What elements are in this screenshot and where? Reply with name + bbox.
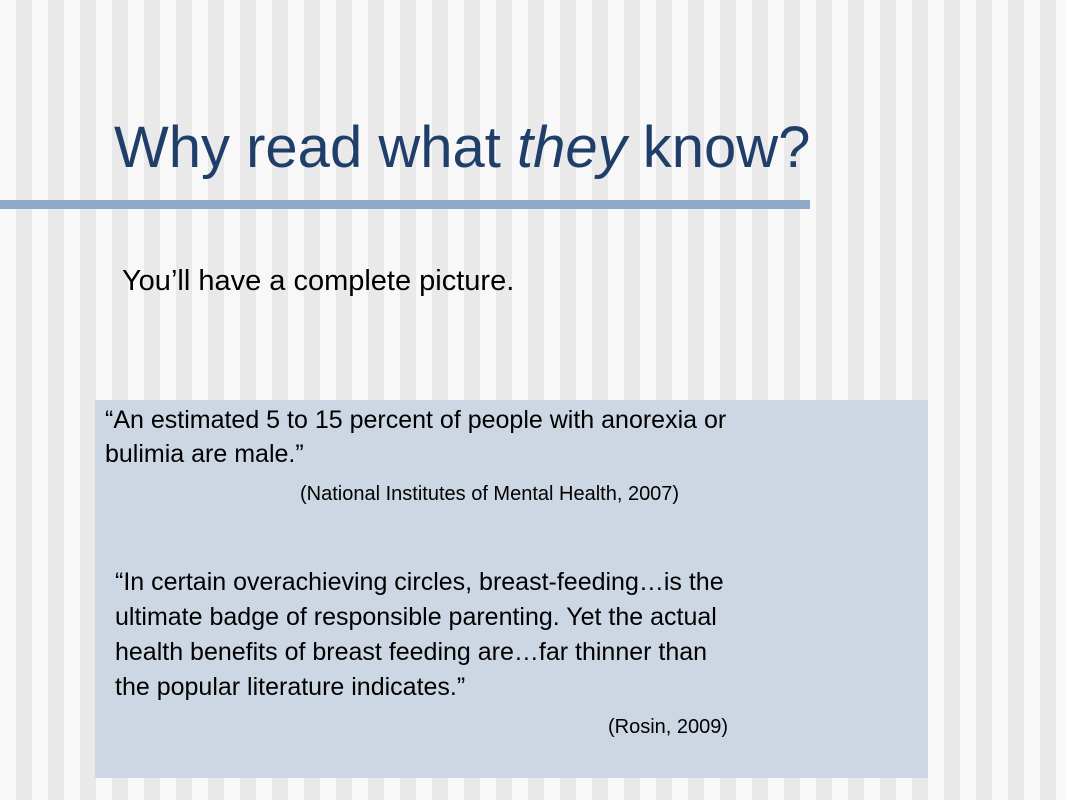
title-suffix: know? bbox=[626, 115, 811, 180]
quote-1-line: bulimia are male.” bbox=[105, 440, 304, 468]
quote-1-line: “An estimated 5 to 15 percent of people with anorexia or bbox=[105, 406, 727, 434]
quote-2-line: the popular literature indicates.” bbox=[115, 673, 466, 701]
slide-subtitle: You’ll have a complete picture. bbox=[122, 265, 515, 297]
quote-2 bbox=[115, 565, 724, 705]
quote-1-citation: (National Institutes of Mental Health, 2007) bbox=[300, 483, 680, 505]
quote-1 bbox=[105, 403, 925, 471]
quote-2-line: “In certain overachieving circles, breast-feeding…is the bbox=[115, 568, 724, 596]
quote-panel bbox=[95, 400, 928, 778]
title-prefix: Why read what bbox=[114, 115, 517, 180]
slide-title bbox=[114, 108, 810, 188]
quote-2-line: health benefits of breast feeding are…far thinner than bbox=[115, 638, 708, 666]
title-emphasis: they bbox=[516, 115, 627, 180]
title-underline bbox=[0, 200, 810, 209]
quote-2-line: ultimate badge of responsible parenting. Yet the actual bbox=[115, 603, 717, 631]
quote-2-citation: (Rosin, 2009) bbox=[608, 716, 729, 738]
